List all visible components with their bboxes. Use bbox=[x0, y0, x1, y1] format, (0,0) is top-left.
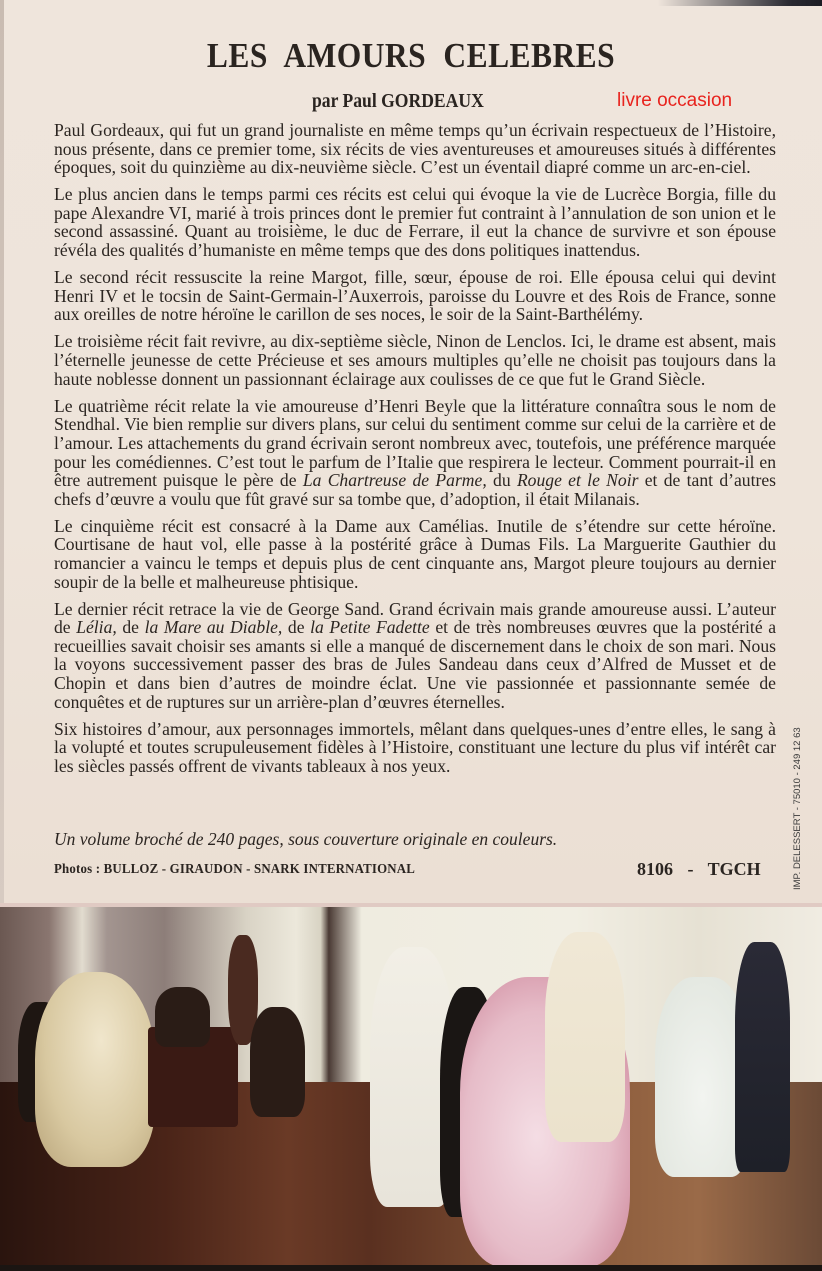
blurb-paragraph bbox=[54, 332, 776, 388]
blurb-text bbox=[54, 121, 776, 784]
work-title: la Petite Fadette bbox=[310, 617, 430, 638]
text-run: Le dernier récit retrace la vie de George Sand. Grand écrivain mais grande amoureuse aussi. L’auteur de bbox=[54, 598, 776, 638]
text-run: de bbox=[116, 617, 145, 638]
figure-lady-with-fan bbox=[545, 932, 625, 1142]
blurb-paragraph bbox=[54, 397, 776, 509]
work-title: la Mare au Diable, bbox=[144, 617, 283, 638]
figure-man-bald bbox=[250, 1007, 305, 1117]
text-run: Le cinquième récit est consacré à la Dame aux Camélias. Inutile de s’étendre sur cette héroïne. Courtisane de haut vol, elle passe à la postérité grâce à Dumas Fils. La Marguerite Gauthier du romancier a vaincu le temps et depuis plus de cent cinquante ans, Margot pleure toujours au dernier soupir de la belle et malheureuse phtisique. bbox=[54, 515, 776, 592]
author-line: par Paul GORDEAUX bbox=[312, 90, 484, 112]
text-run: et de très nombreuses œuvres que la postérité a recueillies savait choisir ses amants si elle a manqué de discernement dans le choix de son mari. Nous la voyons successivement passer des bras de Jules Sandeau dans ceux d’Alfred de Musset et de Chopin et dans bien d’autres de moindre éclat. Une vie passionnée et passionnante semée de conquêtes et de ruptures sur un arrière-plan d’œuvres éternelles. bbox=[54, 617, 777, 712]
blurb-paragraph bbox=[54, 517, 776, 591]
ballroom-painting bbox=[0, 907, 822, 1267]
blurb-paragraph bbox=[54, 268, 776, 324]
volume-note: Un volume broché de 240 pages, sous couverture originale en couleurs. bbox=[54, 829, 558, 849]
blurb-paragraph bbox=[54, 600, 776, 712]
text-run: Le plus ancien dans le temps parmi ces récits est celui qui évoque la vie de Lucrèce Borgia, fille du pape Alexandre VI, marié à trois princes dont le premier fut contraint à l’annulation de son union et le second assassiné. Quant au troisième, le duc de Ferrare, il eut la chance de survivre et son épouse révéla des qualités d’humaniste en même temps que des dons politiques inattendus. bbox=[54, 184, 776, 261]
work-title: Lélia, bbox=[76, 617, 117, 638]
used-book-label: livre occasion bbox=[617, 90, 733, 111]
left-edge bbox=[0, 0, 4, 905]
figure-musician bbox=[155, 987, 210, 1047]
printer-imprint: IMP. DELESSERT - 75010 - 249 12 63 bbox=[792, 727, 803, 890]
blurb-paragraph bbox=[54, 121, 776, 177]
photo-credits: Photos : BULLOZ - GIRAUDON - SNARK INTERNATIONAL bbox=[54, 862, 416, 877]
text-run: Paul Gordeaux, qui fut un grand journaliste en même temps qu’un écrivain respectueux de l’Histoire, nous présente, dans ce premier tome, six récits de vies aventureuses et amoureuses situés à différentes époques, soit du quinzième au dix-neuvième siècle. C’est un éventail diapré comme un arc-en-ciel. bbox=[54, 120, 776, 178]
text-run: Le troisième récit fait revivre, au dix-septième siècle, Ninon de Lenclos. Ici, le drame est absent, mais l’éternelle jeunesse de cette Précieuse et ses amours multiples qu’elle ne choisit pas toujours dans la haute noblesse donnent un passionnant éclairage aux coulisses de ce que fut le Grand Siècle. bbox=[54, 331, 776, 389]
bottom-edge bbox=[0, 1265, 822, 1271]
blurb-paragraph bbox=[54, 720, 776, 776]
figure-lady-cream-gown bbox=[35, 972, 155, 1167]
blurb-paragraph bbox=[54, 185, 776, 259]
text-run: et de tant d’autres chefs d’œuvre a voulu que fût gravé sur sa tombe que, d’adoption, il était Milanais. bbox=[54, 470, 777, 509]
figure-officer bbox=[735, 942, 790, 1172]
book-title: LES AMOURS CELEBRES bbox=[206, 36, 616, 75]
top-edge-shadow bbox=[0, 0, 822, 6]
text-run: de bbox=[282, 617, 311, 638]
text-run: Le second récit ressuscite la reine Margot, fille, sœur, épouse de roi. Elle épousa celui qui devint Henri IV et le tocsin de Saint-Germain-l’Auxerrois, paroisse du Louvre et des Rois de France, sonne aux oreilles de notre héroïne le carillon de ses noces, le soir de la Saint-Barthélémy. bbox=[54, 267, 776, 325]
work-title: Rouge et le Noir bbox=[516, 470, 639, 491]
work-title: La Chartreuse de Parme, bbox=[302, 470, 487, 491]
text-run: Six histoires d’amour, aux personnages immortels, mêlant dans quelques-unes d’entre elles, le sang à la volupté et toutes scrupuleusement fidèles à l’Histoire, constituant une lecture du plus vif intérêt car les siècles passés offrent de vivants tableaux à nos yeux. bbox=[54, 718, 776, 776]
text-run: Le quatrième récit relate la vie amoureuse d’Henri Beyle que la littérature connaîtra sous le nom de Stendhal. Vie bien remplie sur divers plans, sur celui du sentiment comme sur celui de la carrière et de l’amour. Les attachements du grand écrivain seront nombreux avec, toutefois, une préférence marquée pour les comédiennes. C’est tout le parfum de l’Italie que respirera le lecteur. Comment pourrait-il en être autrement puisque le père de bbox=[54, 395, 776, 491]
text-run: du bbox=[486, 470, 517, 491]
catalog-code: 8106 - TGCH bbox=[637, 859, 761, 879]
